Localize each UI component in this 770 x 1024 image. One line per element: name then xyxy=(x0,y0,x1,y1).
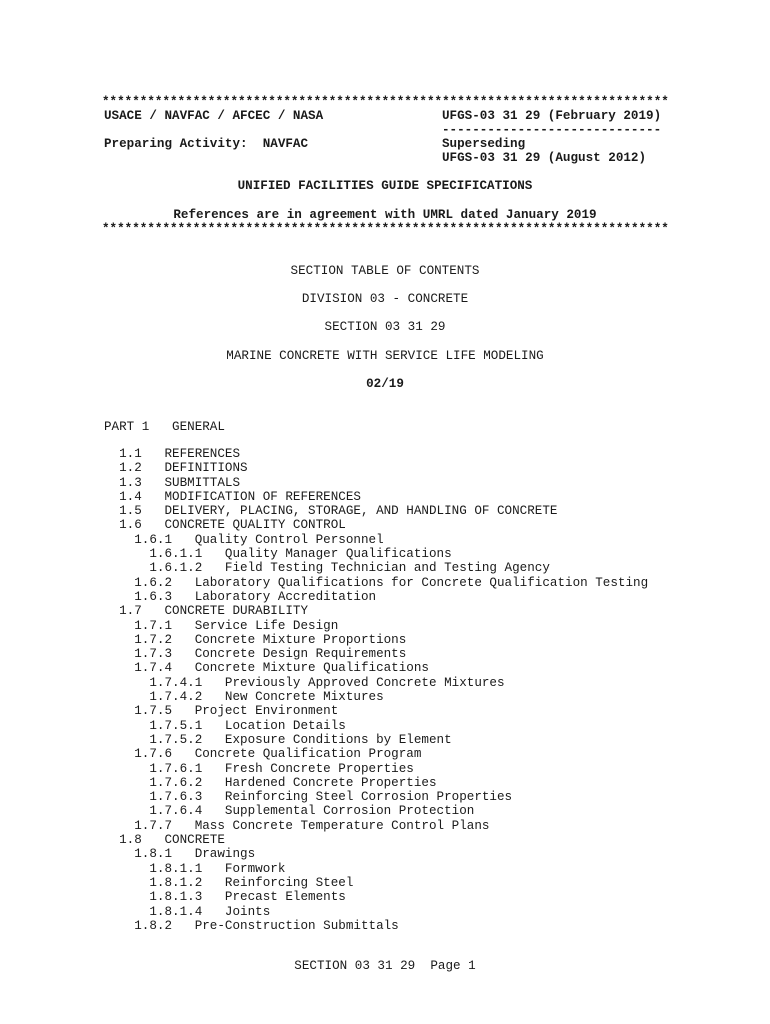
toc-entry: 1.8.1.4 Joints xyxy=(104,904,271,919)
section-subject: MARINE CONCRETE WITH SERVICE LIFE MODELING xyxy=(226,349,544,363)
guide-title: UNIFIED FACILITIES GUIDE SPECIFICATIONS xyxy=(237,179,533,193)
toc-entry: 1.7.6.1 Fresh Concrete Properties xyxy=(104,761,414,776)
toc-entry: 1.7.5.1 Location Details xyxy=(104,718,346,733)
toc-entry: 1.8.1.3 Precast Elements xyxy=(104,890,346,905)
header-stars-bottom: *************************************************************************** xyxy=(102,222,669,236)
toc-heading: SECTION TABLE OF CONTENTS xyxy=(290,264,480,278)
toc-entry: 1.8.2 Pre-Construction Submittals xyxy=(104,918,399,933)
superseded-ufgs: UFGS-03 31 29 (August 2012) xyxy=(442,151,647,165)
references-note: References are in agreement with UMRL dated January 2019 xyxy=(173,208,597,222)
toc-entry: 1.6.1 Quality Control Personnel xyxy=(104,532,384,547)
toc-entry: 1.1 REFERENCES xyxy=(104,447,241,461)
section-number: SECTION 03 31 29 xyxy=(324,320,446,334)
toc-entry: 1.7.5 Project Environment xyxy=(104,704,339,719)
header-stars-top: *************************************************************************** xyxy=(102,95,669,109)
toc-entry: 1.7.4.2 New Concrete Mixtures xyxy=(104,690,384,705)
toc-entry: 1.7.4.1 Previously Approved Concrete Mixtures xyxy=(104,675,505,690)
preparing-activity: Preparing Activity: NAVFAC xyxy=(104,137,309,151)
toc-entry: 1.8.1.2 Reinforcing Steel xyxy=(104,875,354,890)
toc-entry: 1.4 MODIFICATION OF REFERENCES xyxy=(104,489,361,504)
page-footer: SECTION 03 31 29 Page 1 xyxy=(294,959,476,973)
agency-line: USACE / NAVFAC / AFCEC / NASA xyxy=(104,109,324,123)
toc-entry: 1.3 SUBMITTALS xyxy=(104,475,241,490)
toc-entry: 1.7.2 Concrete Mixture Proportions xyxy=(104,632,407,647)
toc-entry: 1.7.4 Concrete Mixture Qualifications xyxy=(104,661,429,676)
toc-entry: 1.6.3 Laboratory Accreditation xyxy=(104,589,377,604)
toc-entry: 1.2 DEFINITIONS xyxy=(104,461,248,476)
toc-entry: 1.6.2 Laboratory Qualifications for Concrete Qualification Testing xyxy=(104,575,649,590)
toc-list xyxy=(104,447,648,933)
toc-entry: 1.6.1.1 Quality Manager Qualifications xyxy=(104,547,452,562)
toc-entry: 1.7.6.4 Supplemental Corrosion Protection xyxy=(104,804,475,819)
part-heading: PART 1 GENERAL xyxy=(104,420,225,434)
superseding-label: Superseding xyxy=(442,137,526,151)
toc-entry: 1.8.1.1 Formwork xyxy=(104,861,286,876)
toc-entry: 1.7.7 Mass Concrete Temperature Control Plans xyxy=(104,818,490,833)
toc-entry: 1.7.6.2 Hardened Concrete Properties xyxy=(104,775,437,790)
division-title: DIVISION 03 - CONCRETE xyxy=(301,292,469,306)
toc-entry: 1.7 CONCRETE DURABILITY xyxy=(104,604,309,619)
toc-entry: 1.7.5.2 Exposure Conditions by Element xyxy=(104,732,452,747)
section-date: 02/19 xyxy=(366,377,404,391)
toc-entry: 1.7.6 Concrete Qualification Program xyxy=(104,747,422,762)
ufgs-rule: ----------------------------- xyxy=(442,123,662,137)
toc-entry: 1.5 DELIVERY, PLACING, STORAGE, AND HANDLING OF CONCRETE xyxy=(104,504,558,519)
toc-entry: 1.6 CONCRETE QUALITY CONTROL xyxy=(104,518,346,533)
toc-entry: 1.7.6.3 Reinforcing Steel Corrosion Properties xyxy=(104,790,513,805)
toc-entry: 1.7.3 Concrete Design Requirements xyxy=(104,647,407,662)
toc-entry: 1.8 CONCRETE xyxy=(104,833,225,848)
toc-entry: 1.6.1.2 Field Testing Technician and Testing Agency xyxy=(104,561,550,576)
toc-entry: 1.7.1 Service Life Design xyxy=(104,618,339,633)
ufgs-number: UFGS-03 31 29 (February 2019) xyxy=(442,109,662,123)
toc-entry: 1.8.1 Drawings xyxy=(104,847,256,862)
